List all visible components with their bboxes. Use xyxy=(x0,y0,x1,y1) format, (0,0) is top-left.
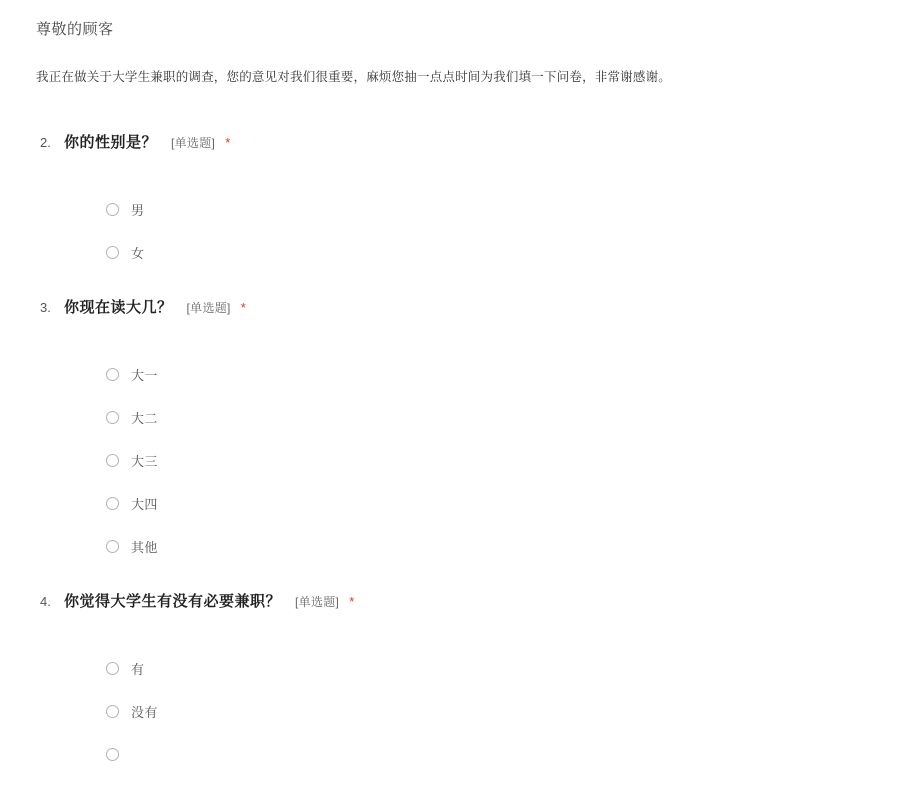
option-item[interactable] xyxy=(36,439,864,482)
question-block xyxy=(36,131,864,274)
question-index: 4. xyxy=(40,594,51,609)
option-item[interactable] xyxy=(36,647,864,690)
option-item[interactable] xyxy=(36,525,864,568)
survey-greeting: 尊敬的顾客 xyxy=(36,21,114,38)
question-block xyxy=(36,296,864,568)
option-item[interactable] xyxy=(36,353,864,396)
radio-icon[interactable] xyxy=(106,203,119,216)
radio-icon[interactable] xyxy=(106,662,119,675)
option-item[interactable] xyxy=(36,733,864,776)
option-label: 大一 xyxy=(131,368,158,383)
question-header xyxy=(36,296,864,317)
option-label: 其他 xyxy=(131,540,158,555)
option-label: 女 xyxy=(131,246,145,261)
radio-icon[interactable] xyxy=(106,368,119,381)
question-type-tag: [单选题] xyxy=(295,595,340,609)
radio-icon[interactable] xyxy=(106,540,119,553)
radio-icon[interactable] xyxy=(106,246,119,259)
option-item[interactable] xyxy=(36,188,864,231)
question-index: 3. xyxy=(40,300,51,315)
question-header xyxy=(36,131,864,152)
required-marker: * xyxy=(240,300,246,315)
question-title: 你觉得大学生有没有必要兼职？ xyxy=(64,593,282,610)
survey-intro: 我正在做关于大学生兼职的调查，您的意见对我们很重要，麻烦您抽一点点时间为我们填一下问卷，非常谢感谢。 xyxy=(36,70,672,84)
option-label: 没有 xyxy=(131,705,158,720)
option-label: 大四 xyxy=(131,497,158,512)
option-label: 男 xyxy=(131,203,145,218)
required-marker: * xyxy=(349,594,355,609)
question-index: 2. xyxy=(40,135,51,150)
radio-icon[interactable] xyxy=(106,454,119,467)
option-item[interactable] xyxy=(36,690,864,733)
option-list xyxy=(36,327,864,568)
question-title: 你现在读大几？ xyxy=(64,299,173,316)
radio-icon[interactable] xyxy=(106,411,119,424)
question-block xyxy=(36,590,864,776)
question-title: 你的性别是？ xyxy=(64,134,158,151)
required-marker: * xyxy=(225,135,231,150)
option-item[interactable] xyxy=(36,396,864,439)
question-type-tag: [单选题] xyxy=(171,136,216,150)
radio-icon[interactable] xyxy=(106,748,119,761)
option-item[interactable] xyxy=(36,482,864,525)
question-type-tag: [单选题] xyxy=(186,301,231,315)
radio-icon[interactable] xyxy=(106,497,119,510)
option-label: 大三 xyxy=(131,454,158,469)
question-header xyxy=(36,590,864,611)
radio-icon[interactable] xyxy=(106,705,119,718)
option-label: 有 xyxy=(131,662,145,677)
option-list xyxy=(36,621,864,776)
option-label: 大二 xyxy=(131,411,158,426)
option-item[interactable] xyxy=(36,231,864,274)
option-list xyxy=(36,162,864,274)
